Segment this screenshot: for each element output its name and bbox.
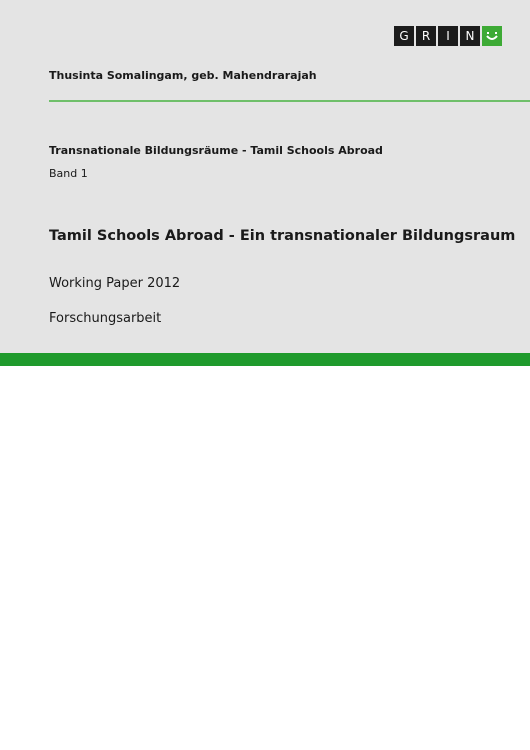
grin-logo [394, 26, 502, 46]
author-name: Thusinta Somalingam, geb. Mahendrarajah [49, 69, 317, 82]
logo-letter-n: N [460, 26, 480, 46]
green-footer-bar [0, 353, 530, 366]
divider [49, 100, 530, 102]
book-cover [0, 0, 530, 353]
logo-letter-g: G [394, 26, 414, 46]
smiley-icon [482, 26, 502, 46]
book-subtitle: Working Paper 2012 [49, 276, 181, 291]
book-title: Tamil Schools Abroad - Ein transnationaler Bildungsraum [49, 228, 516, 244]
document-type: Forschungsarbeit [49, 311, 162, 326]
logo-letter-i: I [438, 26, 458, 46]
series-title: Transnationale Bildungsräume - Tamil Schools Abroad [49, 144, 383, 157]
volume-label: Band 1 [49, 167, 88, 180]
logo-letter-r: R [416, 26, 436, 46]
